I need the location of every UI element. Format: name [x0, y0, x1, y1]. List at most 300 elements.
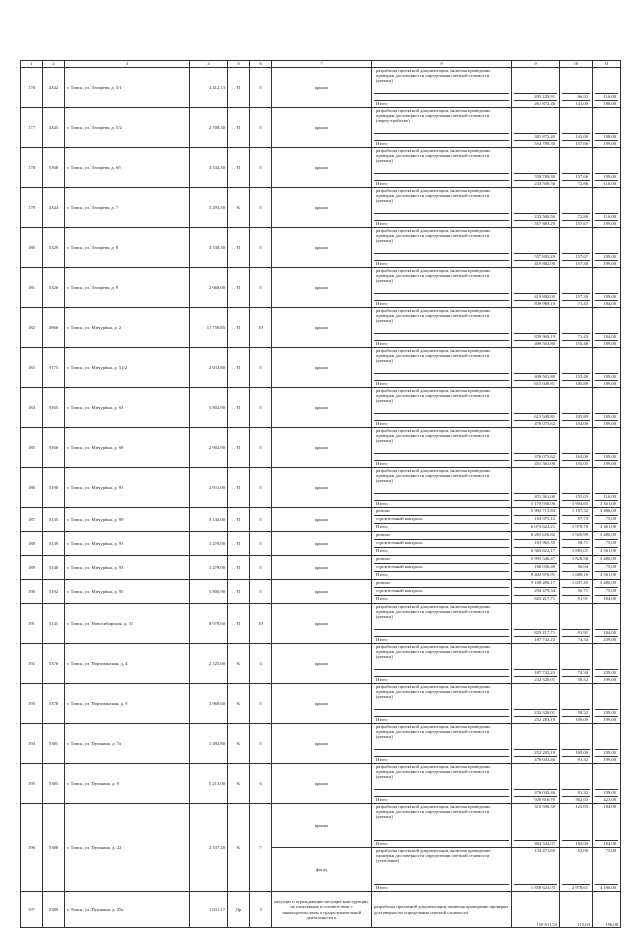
total-area: 3 544,30 — [190, 148, 228, 188]
work-type: крыша — [272, 764, 372, 804]
address: г. Томск, ул. Партизанская, д. 4 — [65, 644, 190, 684]
value-line — [562, 108, 590, 134]
value-line: 419 882,00 — [534, 261, 555, 266]
wall-material: К — [228, 764, 250, 804]
cost-limit — [593, 580, 621, 604]
work-description — [372, 724, 512, 764]
floors: 5 — [250, 348, 272, 388]
cost-per-sqm — [560, 308, 593, 348]
col-header: 1 — [21, 61, 43, 68]
table-row — [21, 468, 621, 508]
description-line: Итого — [376, 797, 388, 802]
value-line: 189,00 — [595, 454, 618, 461]
value-line: 233 500,56 — [514, 214, 557, 221]
description-line: разработка проектной документации, включая проведение проверки достоверности определения сметной стоимости (ремонт) — [374, 68, 509, 94]
value-line: 103 975,12 — [514, 516, 557, 524]
wall-material: П — [228, 108, 250, 148]
total-area: 3 293,50 — [190, 188, 228, 228]
floors: 3 — [250, 892, 272, 928]
total-area: 8 978,60 — [190, 604, 228, 644]
description-line: Итого — [376, 341, 388, 346]
total-area: 3 276,00 — [190, 532, 228, 556]
value-line: 157,67 — [562, 254, 590, 261]
value-line: 199,00 — [595, 750, 618, 757]
value-line — [562, 468, 590, 494]
value-line: 157,66 — [575, 141, 588, 146]
row-number: 194 — [21, 724, 43, 764]
house-id: 5326 — [43, 268, 65, 308]
value-line: 6 073 622,21 — [530, 524, 555, 529]
wall-material: П — [228, 308, 250, 348]
value-line — [514, 644, 557, 670]
work-type: крыша — [272, 580, 372, 604]
value-line: 72,86 — [577, 181, 588, 186]
house-id: 5381 — [43, 724, 65, 764]
value-line: 464 344,07 — [534, 841, 555, 846]
value-line — [595, 764, 618, 790]
cost-total — [512, 508, 560, 532]
description-line — [374, 374, 509, 381]
address: г. Томск, ул. Мичурина, д. 91 — [65, 532, 190, 556]
description-line: Итого — [376, 261, 388, 266]
floors: 5 — [250, 148, 272, 188]
value-line — [562, 308, 590, 334]
value-line — [514, 348, 557, 374]
value-line — [562, 764, 590, 790]
description-line — [374, 750, 509, 757]
value-line: 239,00 — [603, 637, 616, 642]
value-line: 1 637,45 — [562, 580, 590, 588]
description-line: разработка проектной документации, включая проведение проверки достоверности определения сметной стоимости (ремонт) — [374, 348, 509, 374]
value-line: 184,00 — [603, 841, 616, 846]
floors: 10 — [250, 308, 272, 348]
description-line: Итого — [376, 841, 388, 846]
value-line: 199,00 — [603, 461, 616, 466]
description-line: разработка проектной документации, включая проведение проверки достоверности определения сметной стоимости (ремонт) — [374, 268, 509, 294]
col-header: 4 — [190, 61, 228, 68]
row-number: 188 — [21, 532, 43, 556]
value-line: 261 872,46 — [534, 101, 555, 106]
table-row — [21, 644, 621, 684]
cost-per-sqm — [560, 108, 593, 148]
table-row — [21, 108, 621, 148]
work-description — [372, 532, 512, 556]
cost-total — [512, 188, 560, 228]
col-header: 8 — [372, 61, 512, 68]
cost-total — [512, 428, 560, 468]
cost-total — [512, 468, 560, 508]
value-line: 1 858 624,03 — [530, 885, 555, 890]
value-line — [514, 68, 557, 94]
value-line: 184,00 — [595, 630, 618, 637]
table-row — [21, 188, 621, 228]
table-row — [21, 684, 621, 724]
value-line: 184,00 — [595, 804, 618, 841]
value-line — [562, 348, 590, 374]
value-line: 141,00 — [562, 134, 590, 141]
value-line: 116,00 — [595, 214, 618, 221]
floors: 5 — [250, 580, 272, 604]
cost-total: 158 611,53 — [512, 892, 560, 928]
work-type: крыша — [272, 508, 372, 532]
value-line: 75,00 — [595, 848, 618, 885]
value-line — [595, 348, 618, 374]
cost-total — [512, 532, 560, 556]
floors: 5 — [250, 108, 272, 148]
value-line — [514, 388, 557, 414]
value-line: 1 904,65 — [571, 501, 588, 506]
value-line: 615 049,81 — [534, 381, 555, 386]
value-line: 294 479,34 — [514, 588, 557, 596]
wall-material: П — [228, 268, 250, 308]
floors: 5 — [250, 268, 272, 308]
description-line: разработка проектной документации, включая проведение проверки достоверности определения сметной стоимости (ремонт) — [374, 428, 509, 454]
house-id: 5190 — [43, 468, 65, 508]
value-line: 199,00 — [595, 710, 618, 717]
cost-limit — [593, 268, 621, 308]
floors: 5 — [250, 556, 272, 580]
value-line: 57,73 — [562, 516, 590, 524]
work-type: крыша — [272, 268, 372, 308]
cost-per-sqm — [560, 604, 593, 644]
value-line: 74,34 — [562, 670, 590, 677]
description-line: ремонт — [374, 508, 509, 516]
house-id: 5141 — [43, 604, 65, 644]
value-line: 91,32 — [562, 790, 590, 797]
row-number: 185 — [21, 428, 43, 468]
description-line: разработка проектной документации, включая проведение проверки достоверности определения сметной стоимости (ремонт) — [374, 388, 509, 414]
wall-material: К — [228, 684, 250, 724]
description-line: Итого — [376, 572, 388, 577]
value-line: 451 361,00 — [534, 461, 555, 466]
address: г. Томск, ул. Мичурина, д. 68 — [65, 428, 190, 468]
cost-per-sqm — [560, 268, 593, 308]
value-line — [562, 228, 590, 254]
description-line: разработка проектной документации, включая проведение проверки достоверности определения сметной стоимости (ремонт) — [374, 228, 509, 254]
house-id: 5192 — [43, 580, 65, 604]
description-line — [374, 254, 509, 261]
cost-limit — [593, 684, 621, 724]
wall-material: П — [228, 580, 250, 604]
description-line: разработка проектной документации, включая проведение проверки достоверности определения сметной стоимости (ремонт) — [374, 604, 509, 630]
house-id: 5378 — [43, 684, 65, 724]
value-line: 53,00 — [562, 848, 590, 885]
cost-limit — [593, 532, 621, 556]
description-line: Итого — [376, 181, 388, 186]
work-type: крыша — [272, 228, 372, 268]
value-line: 310 500,30 — [514, 804, 557, 841]
cost-total — [512, 764, 560, 804]
work-type: фасад — [272, 848, 372, 892]
value-line — [595, 644, 618, 670]
cost-limit — [593, 148, 621, 188]
col-header: 6 — [250, 61, 272, 68]
total-area: 2 911,00 — [190, 468, 228, 508]
house-id: 5376 — [43, 644, 65, 684]
description-line: строительный контроль — [374, 516, 509, 524]
col-header: 9 — [512, 61, 560, 68]
value-line: 199,00 — [595, 174, 618, 181]
value-line: 157,67 — [575, 221, 588, 226]
value-line: 1 920,99 — [562, 532, 590, 540]
value-line: 1 828,58 — [562, 556, 590, 564]
cost-limit: 196,00 — [593, 892, 621, 928]
description-line: разработка проектной документации, включая проведение проверки достоверности определения сметной стоимости (ремонт) — [374, 804, 509, 841]
description-line: Итого — [376, 885, 388, 890]
address: г. Томск, ул. Пушкина, д. 25а — [65, 892, 190, 928]
description-line: строительный контроль — [374, 588, 509, 596]
cost-total — [512, 556, 560, 580]
value-line: 58,52 — [562, 710, 590, 717]
value-line: 184,00 — [595, 334, 618, 341]
value-line: 184,00 — [603, 301, 616, 306]
value-line: 169,00 — [562, 750, 590, 757]
value-line — [562, 724, 590, 750]
value-line — [595, 724, 618, 750]
total-area: 3 144,00 — [190, 508, 228, 532]
floors: 6 — [250, 764, 272, 804]
work-type: крыша — [272, 348, 372, 388]
work-description — [372, 468, 512, 508]
cost-per-sqm — [560, 468, 593, 508]
value-line: 4 180,00 — [599, 885, 616, 890]
table-row — [21, 428, 621, 468]
total-area: 4 412,13 — [190, 68, 228, 108]
value-line: 155,48 — [562, 374, 590, 381]
value-line: 199,00 — [595, 254, 618, 261]
work-type: крыша — [272, 148, 372, 188]
total-area: 5 806,90 — [190, 580, 228, 604]
total-area: 5 802,90 — [190, 388, 228, 428]
cost-per-sqm — [560, 228, 593, 268]
work-description — [372, 348, 512, 388]
row-number: 189 — [21, 556, 43, 580]
cost-limit — [593, 644, 621, 684]
cost-limit — [593, 764, 621, 804]
total-area: 1 492,80 — [190, 724, 228, 764]
value-line: 419 882,00 — [514, 294, 557, 301]
wall-material: П — [228, 348, 250, 388]
value-line: 615 049,81 — [514, 414, 557, 421]
value-line: 233 500,56 — [534, 181, 555, 186]
address: г. Томск, ул. Пушкина, д. 7а — [65, 724, 190, 764]
value-line: 825 217,71 — [514, 630, 557, 637]
table-row — [21, 228, 621, 268]
value-line: 5 170 930,06 — [530, 501, 555, 506]
work-description — [372, 108, 512, 148]
value-line — [514, 724, 557, 750]
value-line: 164,00 — [575, 421, 588, 426]
cost-per-sqm — [560, 348, 593, 388]
cost-limit — [593, 468, 621, 508]
cost-per-sqm — [560, 148, 593, 188]
work-description — [372, 556, 512, 580]
value-line: 839 969,19 — [514, 334, 557, 341]
value-line: 557 883,29 — [514, 254, 557, 261]
value-line: 187 742,23 — [534, 637, 555, 642]
cost-total — [512, 580, 560, 604]
value-line: 2 978,61 — [571, 885, 588, 890]
wall-material: К — [228, 188, 250, 228]
work-type: крыша — [272, 388, 372, 428]
description-line — [374, 294, 509, 301]
description-line: Итого — [376, 596, 388, 601]
value-line: 451 361,00 — [514, 494, 557, 501]
cost-per-sqm — [560, 532, 593, 556]
cost-limit — [593, 508, 621, 532]
value-line: 75,00 — [595, 540, 618, 548]
address: г. Томск, ул. Мичурина, д. 63 — [65, 388, 190, 428]
col-header: 11 — [593, 61, 621, 68]
col-header: 5 — [228, 61, 250, 68]
floors: 5 — [250, 468, 272, 508]
value-line: 164,00 — [562, 454, 590, 461]
description-line: Итого — [376, 221, 388, 226]
wall-material: П — [228, 148, 250, 188]
cost-per-sqm: 115,63 — [560, 892, 593, 928]
cost-total — [512, 604, 560, 644]
cost-total — [512, 268, 560, 308]
wall-material: П — [228, 508, 250, 532]
table-row — [21, 556, 621, 580]
work-description — [372, 848, 512, 892]
cost-total — [512, 388, 560, 428]
value-line: 188,00 — [595, 134, 618, 141]
value-line: 476 075,62 — [514, 454, 557, 461]
value-line: 476 075,62 — [534, 421, 555, 426]
description-line: ремонт — [374, 532, 509, 540]
work-description — [372, 804, 512, 848]
value-line: 58,71 — [562, 540, 590, 548]
cost-per-sqm — [560, 804, 593, 848]
description-line — [374, 630, 509, 637]
cost-total — [512, 724, 560, 764]
description-line: строительный контроль — [374, 540, 509, 548]
description-line — [374, 710, 509, 717]
value-line: 75,00 — [595, 516, 618, 524]
row-number: 192 — [21, 644, 43, 684]
house-id: 5165 — [43, 388, 65, 428]
description-line: ремонт — [374, 580, 509, 588]
value-line: 9 402 976,91 — [530, 572, 555, 577]
row-number: 178 — [21, 148, 43, 188]
table-row — [21, 604, 621, 644]
value-line: 116,00 — [603, 181, 616, 186]
work-type: крыша — [272, 308, 372, 348]
value-line — [562, 148, 590, 174]
description-line: разработка проектной документации, включая проведение проверки достоверности определения сметной стоимости (переустройство) — [374, 108, 509, 134]
row-number: 180 — [21, 228, 43, 268]
value-line — [514, 228, 557, 254]
cost-per-sqm — [560, 724, 593, 764]
house-id: 5368 — [43, 148, 65, 188]
description-line: Итого — [376, 524, 388, 529]
value-line: 9 108 496,17 — [514, 580, 557, 588]
value-line: 155,05 — [562, 494, 590, 501]
value-line — [562, 388, 590, 414]
value-line: 91,32 — [577, 757, 588, 762]
address: г. Томск, ул. Новосибирская, д. 31 — [65, 604, 190, 644]
cost-total — [512, 308, 560, 348]
value-line: 58,52 — [577, 677, 588, 682]
value-line: 109,09 — [575, 717, 588, 722]
description-line: Итого — [376, 501, 388, 506]
value-line — [514, 268, 557, 294]
cost-per-sqm — [560, 764, 593, 804]
description-line — [374, 174, 509, 181]
value-line: 91,91 — [562, 630, 590, 637]
description-line — [374, 214, 509, 221]
value-line: 141,00 — [575, 101, 588, 106]
value-line — [514, 764, 557, 790]
value-line: 3 361,00 — [599, 524, 616, 529]
address: г. Томск, ул. Лазарева, д. 7 — [65, 188, 190, 228]
wall-material: Др — [228, 892, 250, 928]
value-line: 189,00 — [595, 414, 618, 421]
cost-limit — [593, 308, 621, 348]
value-line — [595, 468, 618, 494]
work-description — [372, 604, 512, 644]
value-line: 123,03 — [562, 804, 590, 841]
work-description: разработка проектной документации, включая проведение проверки достоверности определения сметной стоимости — [372, 892, 512, 928]
work-description — [372, 508, 512, 532]
value-line: 825 217,71 — [534, 596, 555, 601]
house-id: 5139 — [43, 532, 65, 556]
house-id: 4966 — [43, 308, 65, 348]
house-id: 5166 — [43, 428, 65, 468]
value-line — [595, 684, 618, 710]
col-header: 3 — [65, 61, 190, 68]
value-line: 3 486,00 — [595, 532, 618, 540]
value-line: 3 561,00 — [599, 548, 616, 553]
description-line: Итого — [376, 301, 388, 306]
address: г. Томск, ул. Лазарева, д. 5/2 — [65, 108, 190, 148]
address: г. Томск, ул. Пушкина, д. 9 — [65, 764, 190, 804]
total-area: 11 758,85 — [190, 308, 228, 348]
value-line — [595, 268, 618, 294]
capital-repair-table — [20, 60, 621, 928]
col-header: 2 — [43, 61, 65, 68]
table-row — [21, 508, 621, 532]
cost-per-sqm — [560, 848, 593, 892]
total-area: 3 278,00 — [190, 556, 228, 580]
description-line: разработка проектной документации, включая проведение проверки достоверности определения сметной стоимости (ремонт) — [374, 724, 509, 750]
value-line: 105,89 — [562, 414, 590, 421]
row-number: 197 — [21, 892, 43, 928]
value-line — [595, 388, 618, 414]
value-line — [514, 684, 557, 710]
value-line: 199,00 — [603, 261, 616, 266]
work-description — [372, 684, 512, 724]
cost-limit — [593, 556, 621, 580]
value-line: 157,30 — [562, 294, 590, 301]
value-line — [595, 228, 618, 254]
total-area: 2 902,90 — [190, 428, 228, 468]
value-line: 189,00 — [603, 421, 616, 426]
work-description — [372, 68, 512, 108]
cost-limit — [593, 228, 621, 268]
table-row — [21, 348, 621, 388]
value-line: 155,48 — [575, 341, 588, 346]
address: г. Томск, ул. Мичурина, д. 95 — [65, 580, 190, 604]
value-line — [595, 148, 618, 174]
wall-material: П — [228, 228, 250, 268]
wall-material: П — [228, 468, 250, 508]
description-line: ремонт — [374, 556, 509, 564]
wall-material: П — [228, 428, 250, 468]
address: г. Томск, ул. Лазарева, д. 8 — [65, 228, 190, 268]
value-line — [514, 468, 557, 494]
